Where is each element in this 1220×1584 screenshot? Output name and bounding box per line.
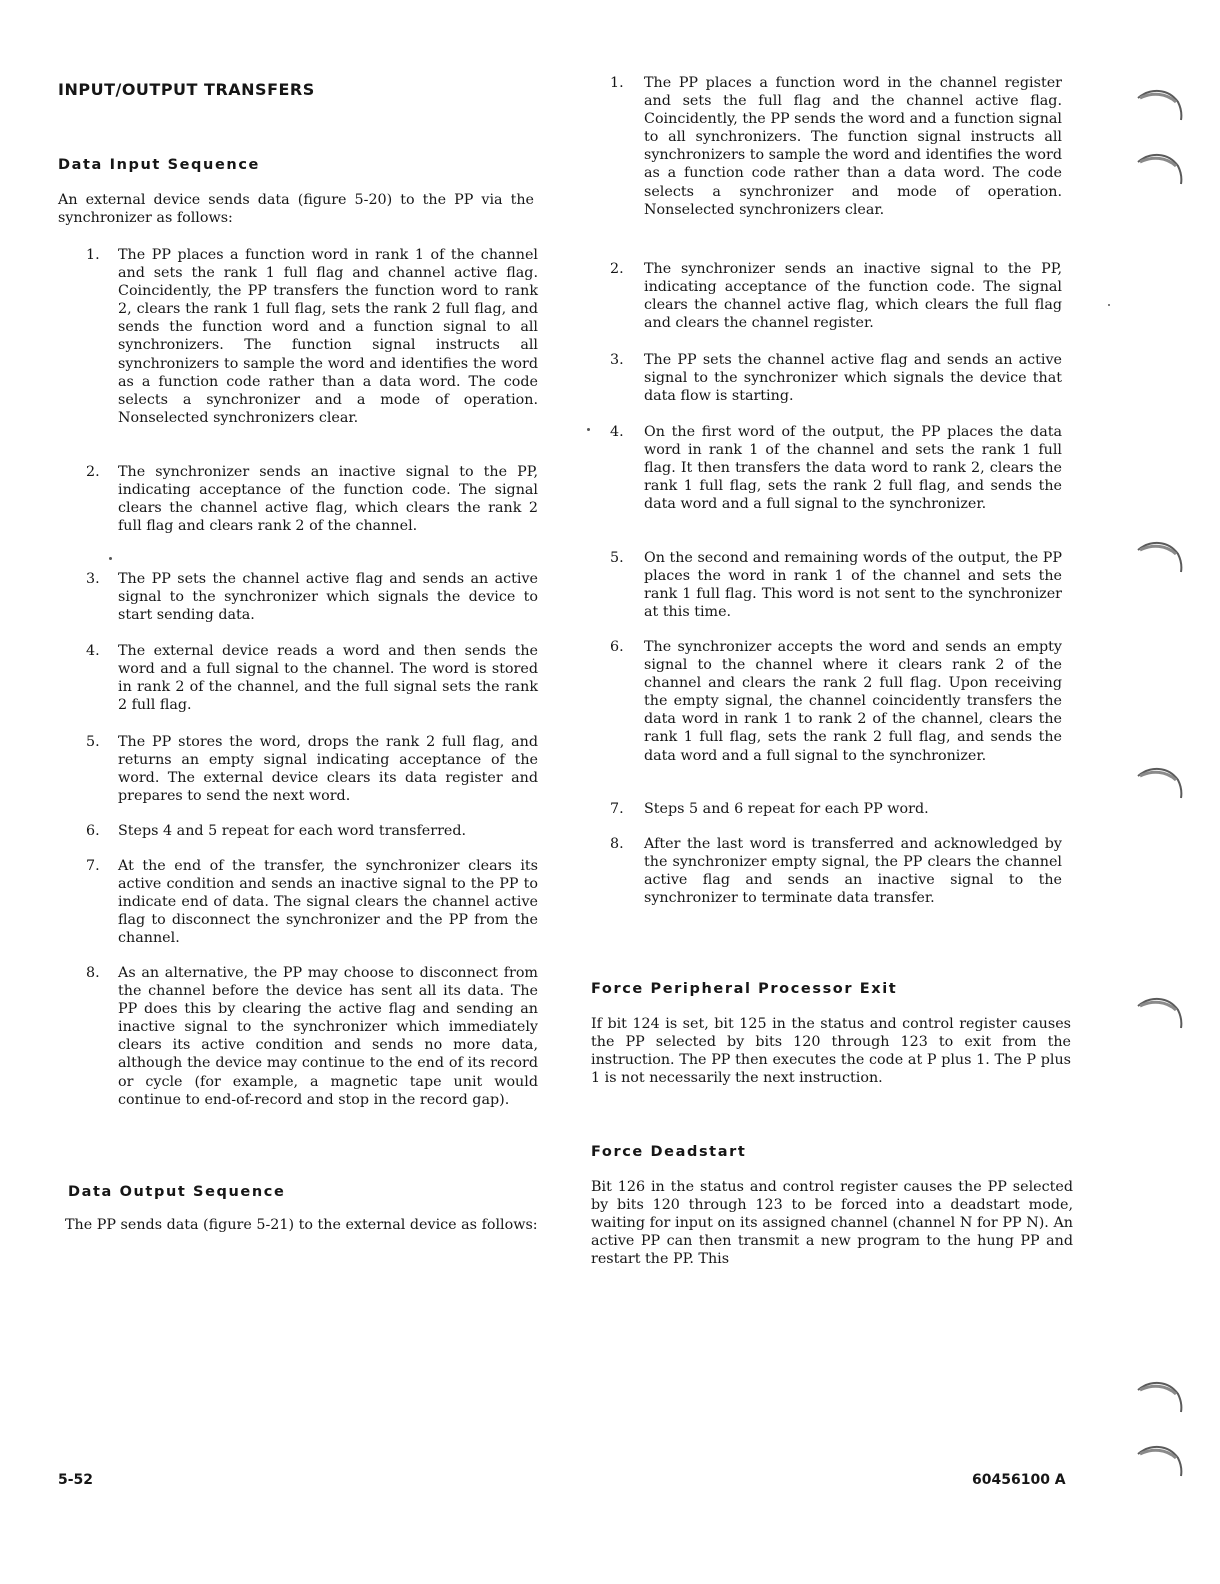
step-number: 7. — [86, 858, 100, 874]
step-text: The PP places a function word in the channel register and sets the full flag and the channel active flag. Coincidently, the PP sends the word and a function signal to all synchronizers. The function signal instructs all synchronizers to sample the word and identifies the word as a function code rather than a data word. The code selects a synchronizer and mode of operation. Nonselected synchronizers clear. — [644, 75, 1062, 218]
step-text: After the last word is transferred and acknowledged by the synchronizer empty signal, the PP clears the channel active flag and sends an inactive signal to the synchronizer to terminate data transfer. — [644, 836, 1062, 907]
force-deadstart-text: Bit 126 in the status and control register causes the PP selected by bits 120 through 123 to be forced into a deadstart mode, waiting for input on its assigned channel (channel N for PP N). An active PP can then transmit a new program to the hung PP and restart the PP. This — [591, 1179, 1073, 1268]
step-text: The synchronizer accepts the word and sends an empty signal to the channel where it clears rank 2 of the channel and clears the rank 2 full flag. Upon receiving the empty signal, the channel coincidently transfers the data word in rank 1 to rank 2 of the channel, clears the rank 1 full flag, sets the rank 2 full flag, and sends the data word and a full signal to the synchronizer. — [644, 639, 1062, 764]
step-number: 5. — [610, 550, 624, 566]
step-text: The PP places a function word in rank 1 of the channel and sets the rank 1 full flag and channel active flag. Coincidently, the PP transfers the function word to rank 2, clears the rank 1 full flag, sets the rank 2 full flag, and sends the function word and a function signal to all synchronizers. The function signal instructs all synchronizers to sample the word and identifies the word as a function code rather than a data word. The code selects a synchronizer and a mode of operation. Nonselected synchronizers clear. — [118, 247, 538, 426]
step-text: The PP sets the channel active flag and sends an active signal to the synchronizer which signals the device that data flow is starting. — [644, 352, 1062, 405]
binder-hole-icon — [1136, 1378, 1184, 1418]
step-number: 8. — [86, 965, 100, 981]
step-number: 3. — [86, 571, 100, 587]
step-number: 2. — [86, 464, 100, 480]
data-input-heading: Data Input Sequence — [58, 157, 260, 173]
step-number: 2. — [610, 261, 624, 277]
step-number: 8. — [610, 836, 624, 852]
scan-speck — [587, 428, 590, 431]
step-number: 4. — [610, 424, 624, 440]
step-text: At the end of the transfer, the synchronizer clears its active condition and sends an inactive signal to the PP to indicate end of data. The signal clears the channel active flag to disconnect the synchronizer and the PP from the channel. — [118, 858, 538, 947]
step-number: 1. — [86, 247, 100, 263]
binder-hole-icon — [1136, 86, 1184, 126]
data-output-intro: The PP sends data (figure 5-21) to the external device as follows: — [65, 1217, 538, 1233]
data-output-heading: Data Output Sequence — [68, 1184, 286, 1200]
step-number: 1. — [610, 75, 624, 91]
step-text: The external device reads a word and then sends the word and a full signal to the channel. The word is stored in rank 2 of the channel, and the full signal sets the rank 2 full flag. — [118, 643, 538, 714]
binder-hole-icon — [1136, 994, 1184, 1034]
force-exit-heading: Force Peripheral Processor Exit — [591, 981, 898, 997]
step-number: 6. — [610, 639, 624, 655]
step-text: The synchronizer sends an inactive signal to the PP, indicating acceptance of the function code. The signal clears the channel active flag, which clears the full flag and clears the channel register. — [644, 261, 1062, 332]
scan-speck — [1108, 304, 1110, 306]
step-number: 5. — [86, 734, 100, 750]
force-deadstart-heading: Force Deadstart — [591, 1144, 747, 1160]
data-input-intro: An external device sends data (figure 5-20) to the PP via the synchronizer as follows: — [58, 192, 534, 227]
step-number: 7. — [610, 801, 624, 817]
step-text: On the first word of the output, the PP places the data word in rank 1 of the channel and sets the rank 1 full flag. It then transfers the data word to rank 2, clears the rank 1 full flag, sets the rank 2 full flag, and sends the data word and a full signal to the synchronizer. — [644, 424, 1062, 513]
binder-hole-icon — [1136, 538, 1184, 578]
step-number: 4. — [86, 643, 100, 659]
scan-speck — [109, 557, 112, 560]
binder-hole-icon — [1136, 1442, 1184, 1482]
page-number: 5-52 — [58, 1472, 94, 1488]
document-number: 60456100 A — [972, 1472, 1066, 1488]
step-text: Steps 5 and 6 repeat for each PP word. — [644, 801, 929, 817]
binder-hole-icon — [1136, 150, 1184, 190]
step-text: The PP sets the channel active flag and sends an active signal to the synchronizer which signals the device to start sending data. — [118, 571, 538, 624]
page-title: INPUT/OUTPUT TRANSFERS — [58, 80, 315, 99]
step-text: As an alternative, the PP may choose to disconnect from the channel before the device has sent all its data. The PP does this by clearing the active flag and sending an inactive signal to the synchronizer which immediately clears its active condition and sends no more data, although the device may continue to the end of its record or cycle (for example, a magnetic tape unit would continue to end-of-record and stop in the record gap). — [118, 965, 538, 1108]
step-number: 3. — [610, 352, 624, 368]
step-text: The PP stores the word, drops the rank 2 full flag, and returns an empty signal indicating acceptance of the word. The external device clears its data register and prepares to send the next word. — [118, 734, 538, 805]
force-exit-text: If bit 124 is set, bit 125 in the status and control register causes the PP selected by bits 120 through 123 to exit from the instruction. The PP then executes the code at P plus 1. The P plus 1 is not necessarily the next instruction. — [591, 1016, 1071, 1087]
step-number: 6. — [86, 823, 100, 839]
step-text: On the second and remaining words of the output, the PP places the word in rank 1 of the channel and sets the rank 1 full flag. This word is not sent to the synchronizer at this time. — [644, 550, 1062, 621]
step-text: The synchronizer sends an inactive signal to the PP, indicating acceptance of the function code. The signal clears the channel active flag, which clears the rank 2 full flag and clears rank 2 of the channel. — [118, 464, 538, 535]
binder-hole-icon — [1136, 764, 1184, 804]
step-text: Steps 4 and 5 repeat for each word transferred. — [118, 823, 467, 839]
